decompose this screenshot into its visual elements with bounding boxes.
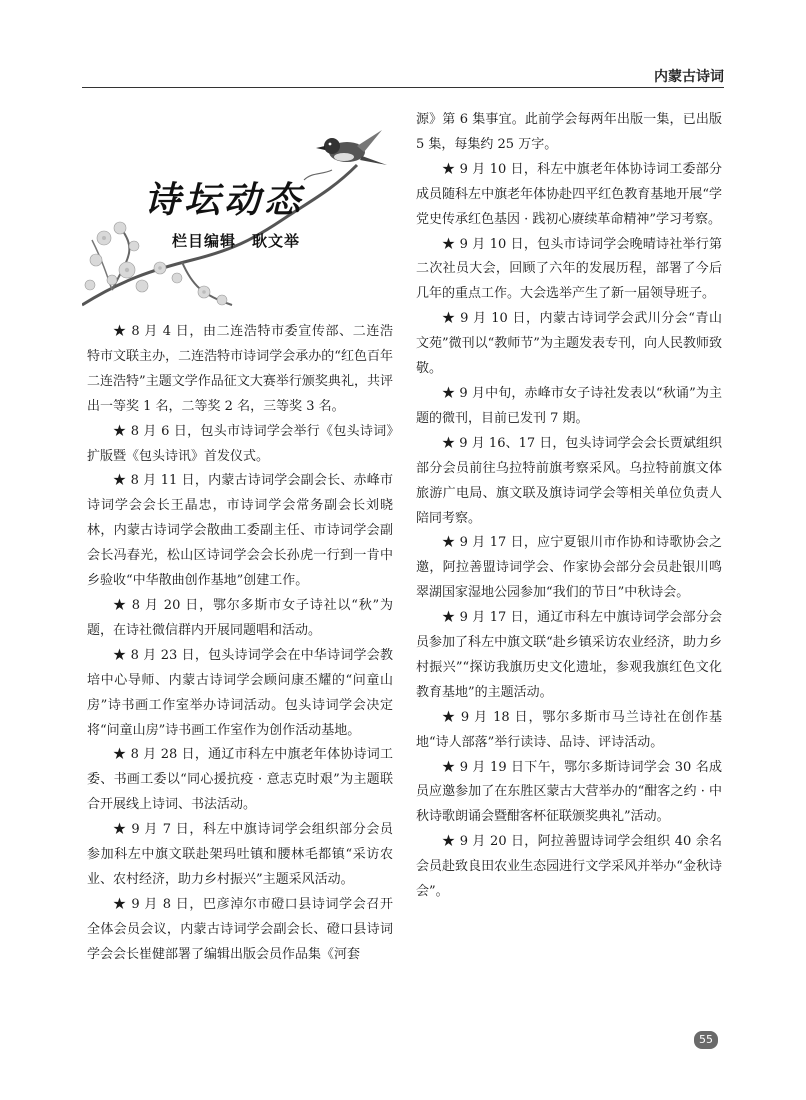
left-column [87, 320, 393, 968]
news-item: ★ 8 月 20 日，鄂尔多斯市女子诗社以“秋”为题，在诗社微信群内开展同题唱和活动。 [87, 597, 393, 638]
news-item: ★ 9 月 10 日，科左中旗老年体协诗词工委部分成员随科左中旗老年体协赴四平红色教育基地开展“学党史传承红色基因 · 践初心赓续革命精神”学习考察。 [416, 161, 722, 227]
column-title: 诗坛动态 [144, 179, 305, 221]
news-item: ★ 9 月 18 日，鄂尔多斯市马兰诗社在创作基地“诗人部落”举行读诗、品诗、评诗活动。 [416, 709, 722, 750]
bird-icon [316, 130, 387, 165]
editor-name: 耿文举 [252, 232, 301, 250]
news-item: ★ 9 月中旬，赤峰市女子诗社发表以“秋诵”为主题的微刊，目前已发刊 7 期。 [416, 385, 722, 426]
news-item: ★ 9 月 20 日，阿拉善盟诗词学会组织 40 余名会员赴致良田农业生态园进行文学采风并举办“金秋诗会”。 [416, 834, 722, 900]
journal-title: 内蒙古诗词 [654, 69, 724, 85]
news-item: ★ 9 月 17 日，通辽市科左中旗诗词学会部分会员参加了科左中旗文联“赴乡镇采访农业经济，助力乡村振兴”“探访我旗历史文化遗址，参观我旗红色文化教育基地”的主题活动。 [416, 610, 722, 700]
news-item: ★ 9 月 16、17 日，包头诗词学会会长贾斌组织部分会员前往乌拉特前旗考察采风。乌拉特前旗文体旅游广电局、旗文联及旗诗词学会等相关单位负责人陪同考察。 [416, 435, 722, 526]
news-item: ★ 9 月 19 日下午，鄂尔多斯诗词学会 30 名成员应邀参加了在东胜区蒙古大营举办的“酣客之约 · 中秋诗歌朗诵会暨酣客杯征联颁奖典礼”活动。 [416, 759, 722, 825]
news-item: ★ 9 月 10 日，内蒙古诗词学会武川分会“青山文苑”微刊以“教师节”为主题发表专刊，向人民教师致敬。 [416, 311, 722, 377]
news-item: ★ 8 月 11 日，内蒙古诗词学会副会长、赤峰市诗词学会会长王晶忠，市诗词学会常务副会长刘晓林，内蒙古诗词学会散曲工委副主任、市诗词学会副会长冯春光，松山区诗词学会会长孙虎一行到一肯中乡验收“中华散曲创作基地”创建工作。 [87, 473, 393, 589]
news-item: ★ 8 月 28 日，通辽市科左中旗老年体协诗词工委、书画工委以“同心援抗疫 · 意志克时艰”为主题联合开展线上诗词、书法活动。 [87, 747, 393, 813]
news-item: ★ 8 月 23 日，包头诗词学会在中华诗词学会教培中心导师、内蒙古诗词学会顾问康丕耀的“问童山房”诗书画工作室举办诗词活动。包头诗词学会决定将“问童山房”诗书画工作室作为创作活动基地。 [87, 647, 393, 738]
news-item-continuation: 源》第 6 集事宜。此前学会每两年出版一集，已出版 5 集，每集约 25 万字。 [416, 112, 722, 152]
news-item: ★ 8 月 4 日，由二连浩特市委宣传部、二连浩特市文联主办，二连浩特市诗词学会承办的“红色百年二连浩特”主题文学作品征文大赛举行颁奖典礼，共评出一等奖 1 名，二等奖 2 名，三等奖 3 名。 [87, 324, 393, 414]
news-item: ★ 9 月 10 日，包头市诗词学会晚晴诗社举行第二次社员大会，回顾了六年的发展历程，部署了今后几年的重点工作。大会选举产生了新一届领导班子。 [416, 236, 722, 302]
column-editor [172, 230, 300, 251]
news-item: ★ 9 月 7 日，科左中旗诗词学会组织部分会员参加科左中旗文联赴架玛吐镇和腰林毛都镇“采访农业、农村经济，助力乡村振兴”主题采风活动。 [87, 822, 393, 887]
editor-role: 栏目编辑 [172, 232, 237, 250]
news-item: ★ 8 月 6 日，包头市诗词学会举行《包头诗词》扩版暨《包头诗讯》首发仪式。 [87, 423, 393, 464]
right-column [416, 108, 722, 905]
column-banner [82, 110, 402, 310]
news-item: ★ 9 月 17 日，应宁夏银川市作协和诗歌协会之邀，阿拉善盟诗词学会、作家协会部分会员赴银川鸣翠湖国家湿地公园参加“我们的节日”中秋诗会。 [416, 535, 722, 601]
page-number: 55 [694, 1031, 718, 1049]
news-item: ★ 9 月 8 日，巴彦淖尔市磴口县诗词学会召开全体会员会议，内蒙古诗词学会副会长、磴口县诗词学会会长崔健部署了编辑出版会员作品集《河套 [87, 896, 393, 962]
header-divider [82, 87, 724, 88]
